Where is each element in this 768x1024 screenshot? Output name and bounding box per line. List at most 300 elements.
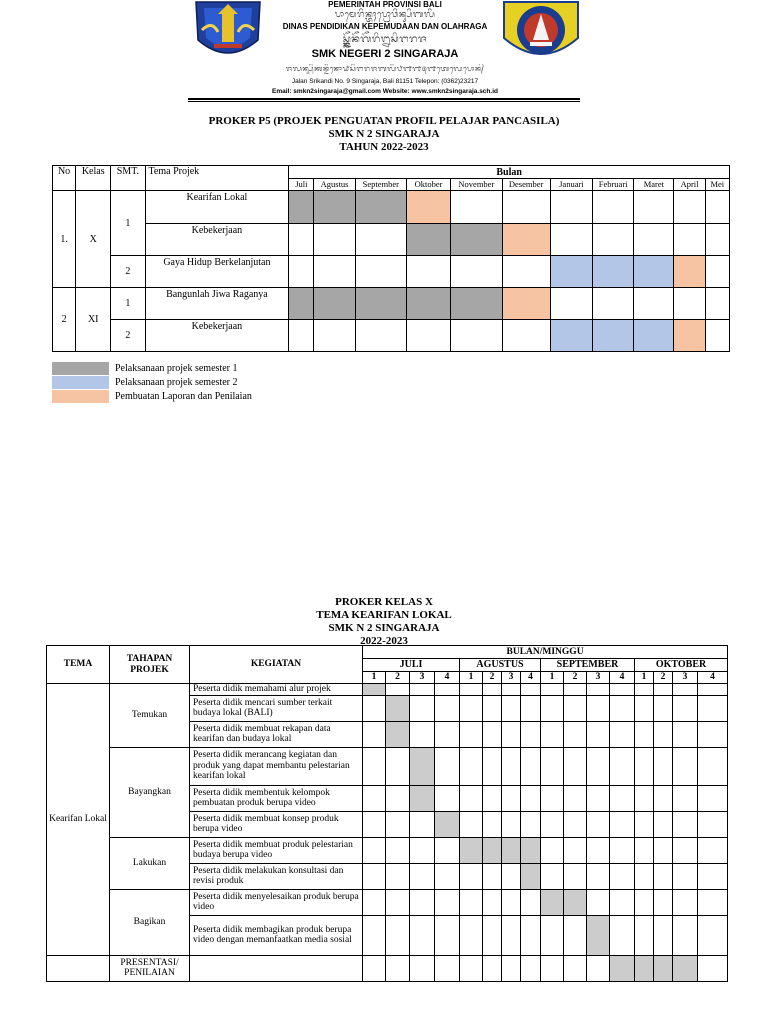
- week-cell: [698, 915, 728, 955]
- row-no: 2: [53, 288, 76, 352]
- month-cell: [451, 191, 502, 224]
- week-cell: [410, 889, 435, 915]
- week-cell: [521, 915, 541, 955]
- doc2-year: 2022-2023: [360, 635, 408, 647]
- week-cell: [521, 889, 541, 915]
- month-cell: [705, 256, 729, 288]
- month-cell: [289, 191, 314, 224]
- doc2-kegiatan-cell: Peserta didik membuat produk pelestarian budaya berupa video: [190, 837, 363, 863]
- month-cell: [406, 288, 450, 320]
- doc1-month-header: April: [674, 179, 705, 191]
- letterhead-dept: DINAS PENDIDIKAN KEPEMUDAAN DAN OLAHRAGA: [282, 22, 488, 31]
- doc2-month-header: SEPTEMBER: [541, 659, 635, 672]
- week-cell: [698, 811, 728, 837]
- week-cell: [363, 889, 386, 915]
- doc1-month-header: Juli: [289, 179, 314, 191]
- legend-label: Pembuatan Laporan dan Penilaian: [115, 391, 252, 402]
- month-cell: [355, 224, 406, 256]
- week-cell: [587, 889, 610, 915]
- week-cell: [410, 684, 435, 696]
- month-cell: [634, 224, 674, 256]
- row-tema: Kebekerjaan: [145, 224, 289, 256]
- week-cell: [564, 721, 587, 747]
- week-cell: [698, 837, 728, 863]
- week-cell: [521, 684, 541, 696]
- week-cell: [502, 889, 521, 915]
- month-cell: [289, 320, 314, 352]
- week-cell: [435, 695, 460, 721]
- month-cell: [593, 224, 634, 256]
- doc2-kegiatan-cell: Peserta didik membuat konsep produk berupa video: [190, 811, 363, 837]
- week-cell: [435, 837, 460, 863]
- week-cell: [541, 863, 564, 889]
- doc1-month-header: Februari: [593, 179, 634, 191]
- week-cell: [635, 747, 654, 785]
- letterhead-balinese-3: ᬚᬮᬦ᭄ᬲ᭄ᬭᬶᬓᬦ᭄ᬤᬶᬦᭀ᭙ᬲᬶᬗᬭᬚᬩᬮᬶ᭘᭑᭑᭕᭑ᬢᬾᬮᬾᬧᭀᬦ᭄: [285, 64, 485, 73]
- week-cell: [521, 747, 541, 785]
- doc1-month-header: Desember: [502, 179, 550, 191]
- week-cell: [521, 811, 541, 837]
- week-cell: [654, 863, 673, 889]
- week-cell: [483, 721, 502, 747]
- week-cell: [610, 811, 635, 837]
- doc2-table-row: [47, 889, 728, 915]
- month-cell: [355, 320, 406, 352]
- month-cell: [355, 191, 406, 224]
- row-smt: 2: [111, 256, 145, 288]
- week-cell: [435, 747, 460, 785]
- month-cell: [705, 320, 729, 352]
- week-cell: [610, 747, 635, 785]
- week-cell: [635, 811, 654, 837]
- month-cell: [406, 320, 450, 352]
- letterhead-balinese-1: ᬧᬵᬫᬾᬭᬶᬦ᭄ᬢᬄᬧ᭄ᬭᭀᬯᬶᬦ᭄ᬲᬶᬩᬮᬶ: [334, 10, 436, 20]
- month-cell: [502, 256, 550, 288]
- month-cell: [634, 191, 674, 224]
- doc2-kegiatan-cell: Peserta didik menyelesaikan produk berupa video: [190, 889, 363, 915]
- doc1-subtitle: SMK N 2 SINGARAJA: [328, 128, 440, 140]
- week-cell: [610, 955, 635, 981]
- week-cell: [587, 747, 610, 785]
- week-cell: [698, 684, 728, 696]
- week-cell: [435, 863, 460, 889]
- week-cell: [564, 955, 587, 981]
- row-smt: 2: [111, 320, 145, 352]
- doc1-table-row: [53, 191, 730, 224]
- week-cell: [502, 837, 521, 863]
- doc2-week-header: 4: [521, 672, 541, 684]
- week-cell: [483, 684, 502, 696]
- week-cell: [673, 863, 698, 889]
- week-cell: [460, 863, 483, 889]
- week-cell: [521, 721, 541, 747]
- month-cell: [674, 224, 705, 256]
- doc2-month-header: AGUSTUS: [460, 659, 541, 672]
- month-cell: [406, 191, 450, 224]
- week-cell: [564, 684, 587, 696]
- row-kelas: X: [76, 191, 111, 288]
- week-cell: [654, 684, 673, 696]
- week-cell: [363, 837, 386, 863]
- doc2-header-bulan: BULAN/MINGGU: [363, 646, 728, 659]
- legend-swatch: [52, 362, 109, 375]
- doc2-kegiatan-cell: [190, 955, 363, 981]
- week-cell: [654, 955, 673, 981]
- week-cell: [541, 837, 564, 863]
- letterhead-rule: [188, 98, 580, 100]
- week-cell: [673, 721, 698, 747]
- week-cell: [564, 889, 587, 915]
- week-cell: [587, 785, 610, 811]
- row-tema: Gaya Hidup Berkelanjutan: [145, 256, 289, 288]
- week-cell: [564, 863, 587, 889]
- month-cell: [314, 224, 355, 256]
- doc2-tahap-cell: Temukan: [110, 684, 190, 748]
- doc2-week-header: 2: [483, 672, 502, 684]
- week-cell: [386, 747, 410, 785]
- week-cell: [483, 863, 502, 889]
- week-cell: [435, 915, 460, 955]
- doc2-table-row: [47, 837, 728, 863]
- week-cell: [460, 747, 483, 785]
- doc2-school: SMK N 2 SINGARAJA: [328, 622, 440, 634]
- week-cell: [386, 863, 410, 889]
- doc2-subtitle: TEMA KEARIFAN LOKAL: [316, 609, 452, 621]
- doc2-week-header: 3: [673, 672, 698, 684]
- week-cell: [502, 955, 521, 981]
- week-cell: [386, 695, 410, 721]
- week-cell: [698, 955, 728, 981]
- month-cell: [550, 288, 592, 320]
- week-cell: [587, 863, 610, 889]
- month-cell: [634, 256, 674, 288]
- week-cell: [410, 837, 435, 863]
- month-cell: [314, 320, 355, 352]
- week-cell: [610, 837, 635, 863]
- week-cell: [410, 863, 435, 889]
- week-cell: [673, 955, 698, 981]
- week-cell: [541, 747, 564, 785]
- month-cell: [314, 288, 355, 320]
- week-cell: [698, 785, 728, 811]
- month-cell: [451, 256, 502, 288]
- week-cell: [435, 811, 460, 837]
- week-cell: [673, 747, 698, 785]
- week-cell: [698, 721, 728, 747]
- doc2-kegiatan-cell: Peserta didik memahami alur projek: [190, 684, 363, 696]
- week-cell: [483, 915, 502, 955]
- doc1-month-header: September: [355, 179, 406, 191]
- week-cell: [587, 695, 610, 721]
- doc1-header-smt: SMT.: [111, 166, 145, 191]
- week-cell: [587, 684, 610, 696]
- letterhead-school: SMK NEGERI 2 SINGARAJA: [311, 48, 459, 60]
- week-cell: [483, 785, 502, 811]
- doc2-tahap-cell: Lakukan: [110, 837, 190, 889]
- week-cell: [635, 863, 654, 889]
- week-cell: [502, 811, 521, 837]
- week-cell: [564, 785, 587, 811]
- doc2-title: PROKER KELAS X: [335, 596, 433, 608]
- doc2-week-header: 1: [635, 672, 654, 684]
- month-cell: [502, 288, 550, 320]
- doc2-week-header: 4: [435, 672, 460, 684]
- week-cell: [502, 684, 521, 696]
- week-cell: [654, 837, 673, 863]
- week-cell: [435, 785, 460, 811]
- week-cell: [410, 695, 435, 721]
- week-cell: [386, 721, 410, 747]
- month-cell: [705, 224, 729, 256]
- month-cell: [451, 224, 502, 256]
- week-cell: [698, 863, 728, 889]
- week-cell: [460, 837, 483, 863]
- week-cell: [541, 684, 564, 696]
- row-no: 1.: [53, 191, 76, 288]
- doc2-table-row: [47, 955, 728, 981]
- week-cell: [363, 811, 386, 837]
- legend-swatch: [52, 376, 109, 389]
- week-cell: [502, 915, 521, 955]
- week-cell: [483, 695, 502, 721]
- week-cell: [635, 915, 654, 955]
- doc2-kegiatan-cell: Peserta didik membagikan produk berupa video dengan memanfaatkan media sosial: [190, 915, 363, 955]
- week-cell: [587, 721, 610, 747]
- letterhead-balinese-2: ᬲ᭄ᬫ᭄ᬓᭂᬦᭂᬕᭂᬭᬶ᭒ᬲᬶᬗᬭᬚ: [342, 34, 428, 45]
- month-cell: [674, 191, 705, 224]
- doc2-header-tema: TEMA: [47, 646, 110, 684]
- week-cell: [654, 811, 673, 837]
- week-cell: [435, 721, 460, 747]
- doc2-tema-empty: [47, 955, 110, 981]
- doc2-week-header: 3: [587, 672, 610, 684]
- week-cell: [435, 684, 460, 696]
- week-cell: [635, 785, 654, 811]
- doc2-tahap-cell: Bagikan: [110, 889, 190, 955]
- week-cell: [483, 837, 502, 863]
- month-cell: [502, 320, 550, 352]
- week-cell: [673, 785, 698, 811]
- week-cell: [635, 955, 654, 981]
- doc1-month-header: Oktober: [406, 179, 450, 191]
- week-cell: [483, 889, 502, 915]
- doc1-table-row: [53, 320, 730, 352]
- month-cell: [451, 320, 502, 352]
- doc2-kegiatan-cell: Peserta didik melakukan konsultasi dan revisi produk: [190, 863, 363, 889]
- week-cell: [521, 863, 541, 889]
- week-cell: [610, 684, 635, 696]
- doc2-month-header: JULI: [363, 659, 460, 672]
- week-cell: [386, 889, 410, 915]
- week-cell: [521, 785, 541, 811]
- week-cell: [363, 785, 386, 811]
- week-cell: [610, 785, 635, 811]
- week-cell: [502, 863, 521, 889]
- week-cell: [635, 889, 654, 915]
- week-cell: [673, 695, 698, 721]
- doc1-month-header: Mei: [705, 179, 729, 191]
- row-smt: 1: [111, 288, 145, 320]
- month-cell: [502, 224, 550, 256]
- week-cell: [460, 955, 483, 981]
- week-cell: [386, 837, 410, 863]
- row-tema: Bangunlah Jiwa Raganya: [145, 288, 289, 320]
- month-cell: [550, 224, 592, 256]
- doc1-header-kelas: Kelas: [76, 166, 111, 191]
- month-cell: [674, 320, 705, 352]
- doc2-header-tahapan: TAHAPAN PROJEK: [110, 646, 190, 684]
- doc2-kegiatan-cell: Peserta didik mencari sumber terkait budaya lokal (BALI): [190, 695, 363, 721]
- week-cell: [610, 695, 635, 721]
- doc2-week-header: 4: [698, 672, 728, 684]
- doc1-table-row: [53, 256, 730, 288]
- month-cell: [289, 224, 314, 256]
- week-cell: [410, 721, 435, 747]
- legend-swatch: [52, 390, 109, 403]
- row-kelas: XI: [76, 288, 111, 352]
- month-cell: [593, 320, 634, 352]
- doc2-week-header: 3: [502, 672, 521, 684]
- week-cell: [460, 889, 483, 915]
- month-cell: [550, 320, 592, 352]
- month-cell: [502, 191, 550, 224]
- month-cell: [674, 256, 705, 288]
- letterhead-rule-thin: [188, 101, 580, 102]
- week-cell: [541, 955, 564, 981]
- week-cell: [673, 837, 698, 863]
- week-cell: [654, 695, 673, 721]
- week-cell: [698, 695, 728, 721]
- week-cell: [541, 915, 564, 955]
- month-cell: [550, 256, 592, 288]
- doc2-week-header: 2: [654, 672, 673, 684]
- week-cell: [541, 695, 564, 721]
- month-cell: [355, 256, 406, 288]
- week-cell: [635, 695, 654, 721]
- week-cell: [363, 915, 386, 955]
- doc1-year: TAHUN 2022-2023: [339, 141, 429, 153]
- doc2-tahap-cell: PRESENTASI/ PENILAIAN: [110, 955, 190, 981]
- month-cell: [289, 288, 314, 320]
- week-cell: [587, 837, 610, 863]
- doc2-table-row: [47, 684, 728, 696]
- week-cell: [410, 811, 435, 837]
- month-cell: [674, 288, 705, 320]
- month-cell: [314, 256, 355, 288]
- week-cell: [610, 915, 635, 955]
- doc2-week-header: 1: [363, 672, 386, 684]
- week-cell: [410, 747, 435, 785]
- doc2-week-header: 3: [410, 672, 435, 684]
- row-smt: 1: [111, 191, 145, 256]
- week-cell: [654, 915, 673, 955]
- row-tema: Kearifan Lokal: [145, 191, 289, 224]
- week-cell: [587, 811, 610, 837]
- week-cell: [673, 889, 698, 915]
- week-cell: [654, 721, 673, 747]
- week-cell: [541, 785, 564, 811]
- week-cell: [386, 955, 410, 981]
- week-cell: [564, 695, 587, 721]
- week-cell: [698, 889, 728, 915]
- doc2-tahap-cell: Bayangkan: [110, 747, 190, 837]
- doc1-title: PROKER P5 (PROJEK PENGUATAN PROFIL PELAJAR PANCASILA): [208, 115, 560, 127]
- week-cell: [564, 915, 587, 955]
- week-cell: [410, 955, 435, 981]
- week-cell: [587, 955, 610, 981]
- week-cell: [698, 747, 728, 785]
- doc2-week-header: 2: [564, 672, 587, 684]
- doc2-table: [46, 645, 728, 982]
- month-cell: [705, 191, 729, 224]
- doc1-header-bulan: Bulan: [289, 166, 730, 179]
- week-cell: [564, 837, 587, 863]
- week-cell: [386, 684, 410, 696]
- doc1-month-header: Agustus: [314, 179, 355, 191]
- letterhead-contact: Email: smkn2singaraja@gmail.com Website: www.smkn2singaraja.sch.id: [272, 88, 498, 95]
- month-cell: [314, 191, 355, 224]
- week-cell: [460, 684, 483, 696]
- month-cell: [634, 320, 674, 352]
- month-cell: [634, 288, 674, 320]
- week-cell: [521, 955, 541, 981]
- week-cell: [363, 747, 386, 785]
- week-cell: [564, 747, 587, 785]
- doc2-month-header: OKTOBER: [635, 659, 728, 672]
- week-cell: [483, 811, 502, 837]
- week-cell: [386, 915, 410, 955]
- doc2-tema-cell: Kearifan Lokal: [47, 684, 110, 956]
- letterhead-address: Jalan Srikandi No. 9 Singaraja, Bali 81151 Telepon: (0362)23217: [291, 78, 479, 85]
- doc2-header-kegiatan: KEGIATAN: [190, 646, 363, 684]
- week-cell: [460, 915, 483, 955]
- week-cell: [460, 695, 483, 721]
- week-cell: [635, 837, 654, 863]
- week-cell: [521, 695, 541, 721]
- month-cell: [550, 191, 592, 224]
- week-cell: [521, 837, 541, 863]
- month-cell: [355, 288, 406, 320]
- week-cell: [386, 785, 410, 811]
- week-cell: [564, 811, 587, 837]
- week-cell: [673, 684, 698, 696]
- week-cell: [435, 889, 460, 915]
- week-cell: [410, 915, 435, 955]
- doc1-month-header: Maret: [634, 179, 674, 191]
- week-cell: [460, 785, 483, 811]
- month-cell: [705, 288, 729, 320]
- week-cell: [363, 863, 386, 889]
- week-cell: [654, 889, 673, 915]
- week-cell: [654, 785, 673, 811]
- doc2-week-header: 1: [460, 672, 483, 684]
- letterhead-line1: PEMERINTAH PROVINSI BALI: [328, 0, 442, 9]
- doc2-kegiatan-cell: Peserta didik merancang kegiatan dan produk yang dapat membantu pelestarian kearifan lokal: [190, 747, 363, 785]
- week-cell: [635, 721, 654, 747]
- doc1-month-header: November: [451, 179, 502, 191]
- week-cell: [363, 695, 386, 721]
- week-cell: [410, 785, 435, 811]
- row-tema: Kebekerjaan: [145, 320, 289, 352]
- week-cell: [502, 721, 521, 747]
- week-cell: [610, 889, 635, 915]
- week-cell: [363, 955, 386, 981]
- week-cell: [502, 747, 521, 785]
- week-cell: [541, 889, 564, 915]
- month-cell: [593, 191, 634, 224]
- week-cell: [502, 695, 521, 721]
- week-cell: [363, 684, 386, 696]
